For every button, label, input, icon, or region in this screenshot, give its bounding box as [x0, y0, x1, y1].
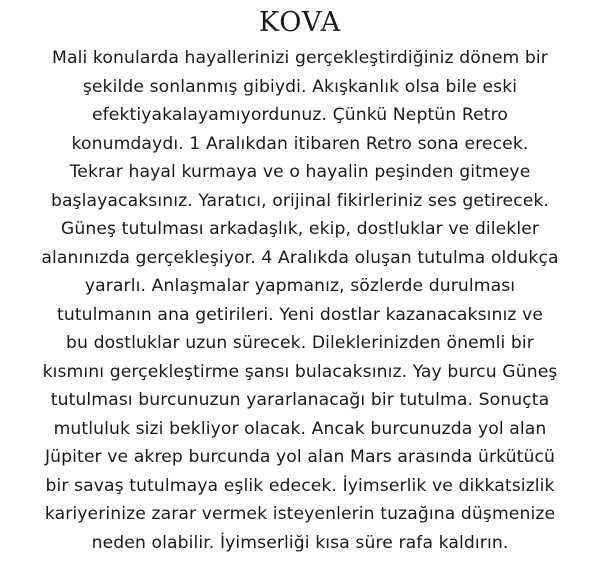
text-line: alanınızda gerçekleşiyor. 4 Aralıkda oluşan tutulma oldukça — [41, 247, 559, 268]
text-line: Jüpiter ve akrep burcunda yol alan Mars arasında ürkütücü — [44, 447, 556, 467]
text-line: başlayacaksınız. Yaratıcı, orijinal fikirleriniz ses getirecek. — [50, 190, 550, 211]
text-line: kariyerinize zarar vermek isteyenlerin tuzağına düşmenize — [44, 504, 556, 524]
text-line: konumdaydı. 1 Aralıkdan itibaren Retro sona erecek. — [71, 133, 529, 154]
horoscope-text — [0, 44, 600, 557]
text-line: bir savaş tutulmaya eşlik edecek. İyimserlik ve dikkatsizlik — [45, 475, 555, 496]
text-line: tutulmanın ana getirileri. Yeni dostlar kazanacaksınız ve — [56, 304, 544, 325]
text-line: yararlı. Anlaşmalar yapmanız, sözlerde durulması — [84, 276, 516, 296]
text-line: tutulması burcunuzun yararlanacağı bir tutulma. Sonuçta — [50, 390, 550, 410]
text-line: Mali konularda hayallerinizi gerçekleştirdiğiniz dönem bir — [52, 48, 548, 68]
text-line: efektiyakalayamıyordunuz. Çünkü Neptün Retro — [91, 105, 509, 125]
text-line: Güneş tutulması arkadaşlık, ekip, dostluklar ve dilekler — [60, 219, 540, 239]
text-line: mutluluk sizi bekliyor olacak. Ancak burcunuzda yol alan — [53, 418, 547, 439]
text-line: Tekrar hayal kurmaya ve o hayalin peşinden gitmeye — [69, 162, 531, 182]
text-line: neden olabilir. İyimserliği kısa süre rafa kaldırın. — [91, 532, 509, 553]
text-line: şekilde sonlanmış gibiydi. Akışkanlık olsa bile eski — [82, 76, 518, 97]
text-line: kısmını gerçekleştirme şansı bulacaksınız. Yay burcu Güneş — [42, 361, 558, 382]
page-title: KOVA — [258, 7, 342, 38]
text-line: bu dostluklar uzun sürecek. Dileklerinizden önemli bir — [66, 333, 534, 353]
